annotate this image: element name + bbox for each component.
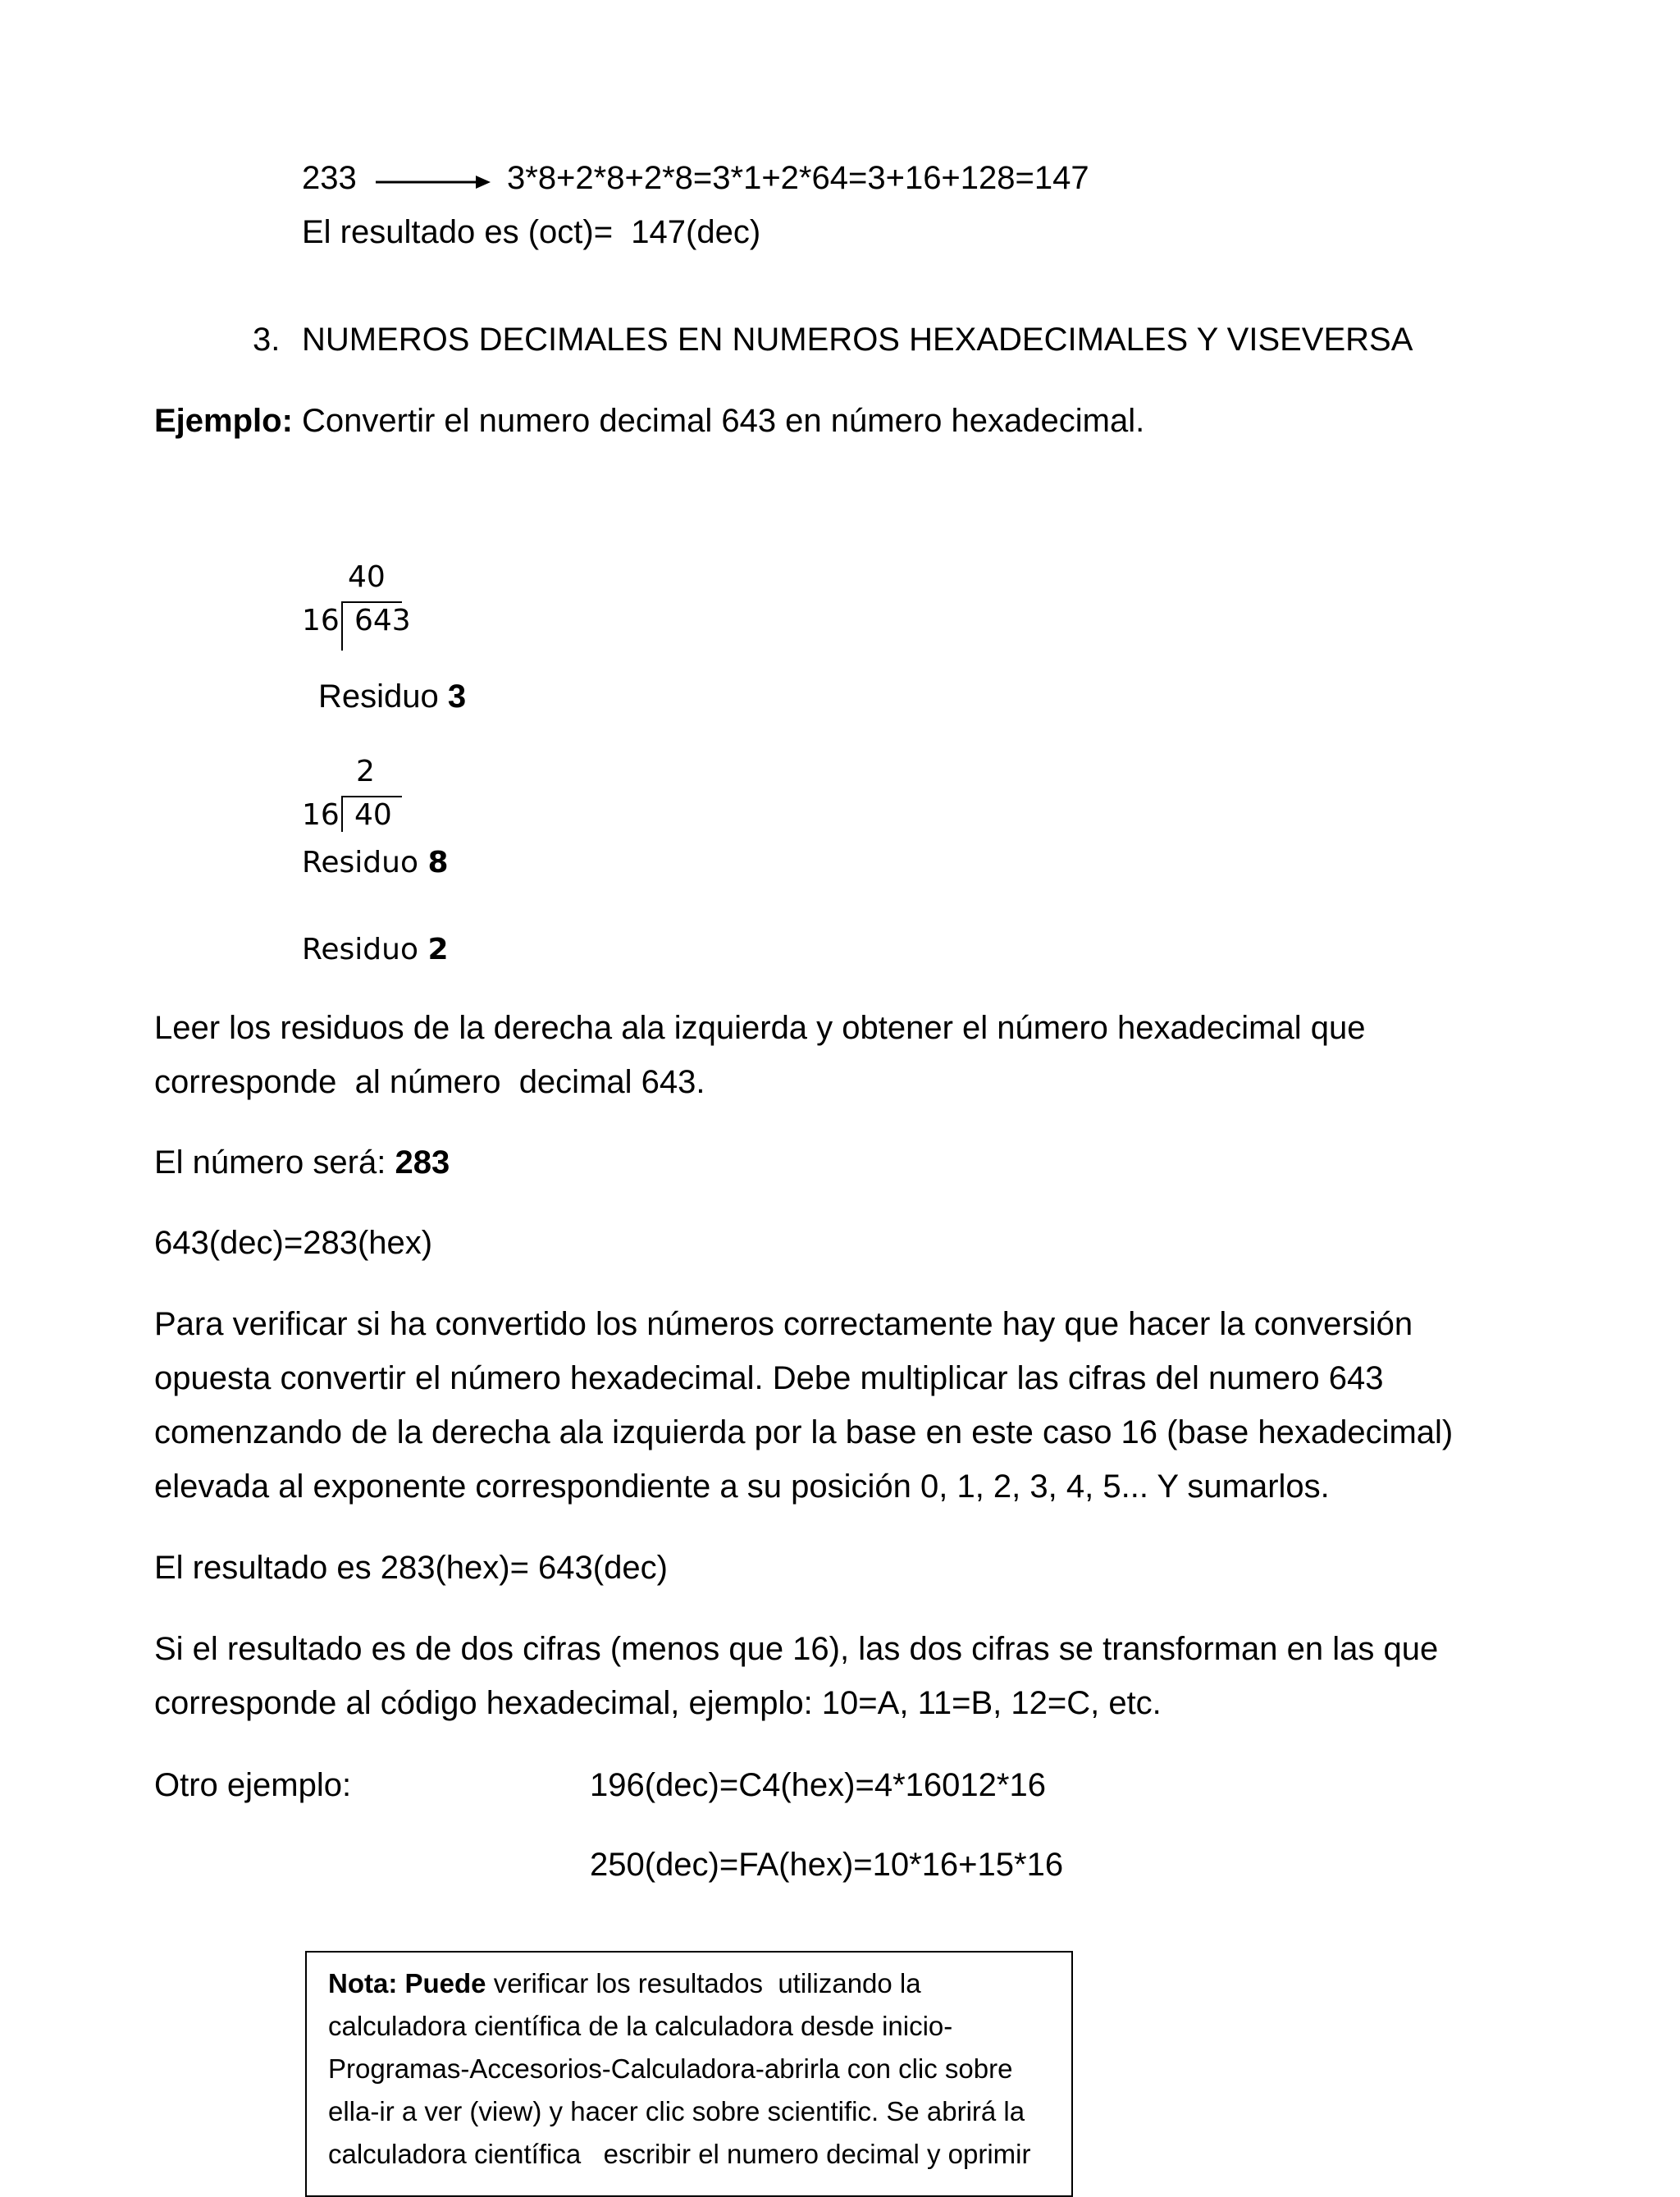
note-line-1 bbox=[328, 1962, 1058, 2005]
number-result bbox=[154, 1143, 450, 1182]
residue-value: 3 bbox=[447, 678, 467, 715]
read-residues-line-1: Leer los residuos de la derecha ala izquierda y obtener el número hexadecimal que bbox=[154, 1010, 1366, 1046]
two-digits-line-2: corresponde al código hexadecimal, ejemplo: 10=A, 11=B, 12=C, etc. bbox=[154, 1685, 1162, 1721]
two-digits-line-1: Si el resultado es de dos cifras (menos que 16), las dos cifras se transforman en las que bbox=[154, 1631, 1439, 1667]
division2-dividend: 40 bbox=[354, 798, 392, 832]
example-text: Convertir el numero decimal 643 en número hexadecimal. bbox=[292, 403, 1145, 439]
example-label: Ejemplo: bbox=[154, 403, 293, 439]
note-box bbox=[305, 1951, 1073, 2197]
note-text bbox=[328, 1962, 1058, 2176]
division2-quotient: 2 bbox=[356, 755, 375, 788]
division2-bracket bbox=[341, 796, 343, 832]
octal-number: 233 bbox=[302, 160, 357, 196]
number-label: El número será: bbox=[154, 1144, 395, 1181]
residue-value: 2 bbox=[427, 933, 449, 966]
note-bold-prefix: Nota: Puede bbox=[328, 1968, 486, 1998]
read-residues-line-2: corresponde al número decimal 643. bbox=[154, 1064, 705, 1100]
conversion-expression: 3*8+2*8+2*8=3*1+2*64=3+16+128=147 bbox=[507, 160, 1089, 196]
other-example-label: Otro ejemplo: bbox=[154, 1767, 352, 1803]
residue-label: Residuo bbox=[302, 846, 428, 879]
result-hex-line: El resultado es 283(hex)= 643(dec) bbox=[154, 1550, 668, 1586]
note-line-1-rest: verificar los resultados utilizando la bbox=[486, 1968, 921, 1998]
other-example-1: 196(dec)=C4(hex)=4*16012*16 bbox=[590, 1767, 1046, 1803]
residue-value: 8 bbox=[427, 846, 449, 879]
other-example-2: 250(dec)=FA(hex)=10*16+15*16 bbox=[590, 1847, 1064, 1883]
number-value: 283 bbox=[395, 1144, 450, 1181]
verify-line-1: Para verificar si ha convertido los números correctamente hay que hacer la conversión bbox=[154, 1306, 1413, 1342]
division1-residue bbox=[318, 677, 466, 716]
verify-line-2: opuesta convertir el número hexadecimal. Debe multiplicar las cifras del numero 643 bbox=[154, 1360, 1384, 1396]
residue-label: Residuo bbox=[302, 933, 428, 966]
section-number: 3. bbox=[253, 322, 281, 358]
division2-residue bbox=[302, 843, 449, 883]
section-title: NUMEROS DECIMALES EN NUMEROS HEXADECIMALES Y VISEVERSA bbox=[302, 322, 1413, 358]
final-residue bbox=[302, 930, 449, 970]
arrow-right-icon bbox=[374, 172, 492, 192]
residue-label: Residuo bbox=[318, 678, 448, 715]
verify-line-3: comenzando de la derecha ala izquierda por la base en este caso 16 (base hexadecimal) bbox=[154, 1414, 1454, 1450]
note-line-4: ella-ir a ver (view) y hacer clic sobre scientific. Se abrirá la bbox=[328, 2096, 1025, 2126]
division1-quotient: 40 bbox=[348, 560, 386, 594]
conversion-result: El resultado es (oct)= 147(dec) bbox=[302, 214, 761, 250]
verify-line-4: elevada al exponente correspondiente a su posición 0, 1, 2, 3, 4, 5... Y sumarlos. bbox=[154, 1468, 1330, 1505]
division1-divisor: 16 bbox=[302, 604, 340, 637]
division1-dividend: 643 bbox=[354, 604, 411, 637]
equality-line: 643(dec)=283(hex) bbox=[154, 1225, 433, 1261]
division2-divisor: 16 bbox=[302, 798, 340, 832]
example-line bbox=[154, 401, 1144, 441]
note-line-3: Programas-Accesorios-Calculadora-abrirla con clic sobre bbox=[328, 2053, 1013, 2084]
note-line-5: calculadora científica escribir el numero decimal y oprimir bbox=[328, 2139, 1031, 2169]
note-line-2: calculadora científica de la calculadora desde inicio- bbox=[328, 2011, 953, 2041]
division1-bracket bbox=[341, 601, 343, 651]
